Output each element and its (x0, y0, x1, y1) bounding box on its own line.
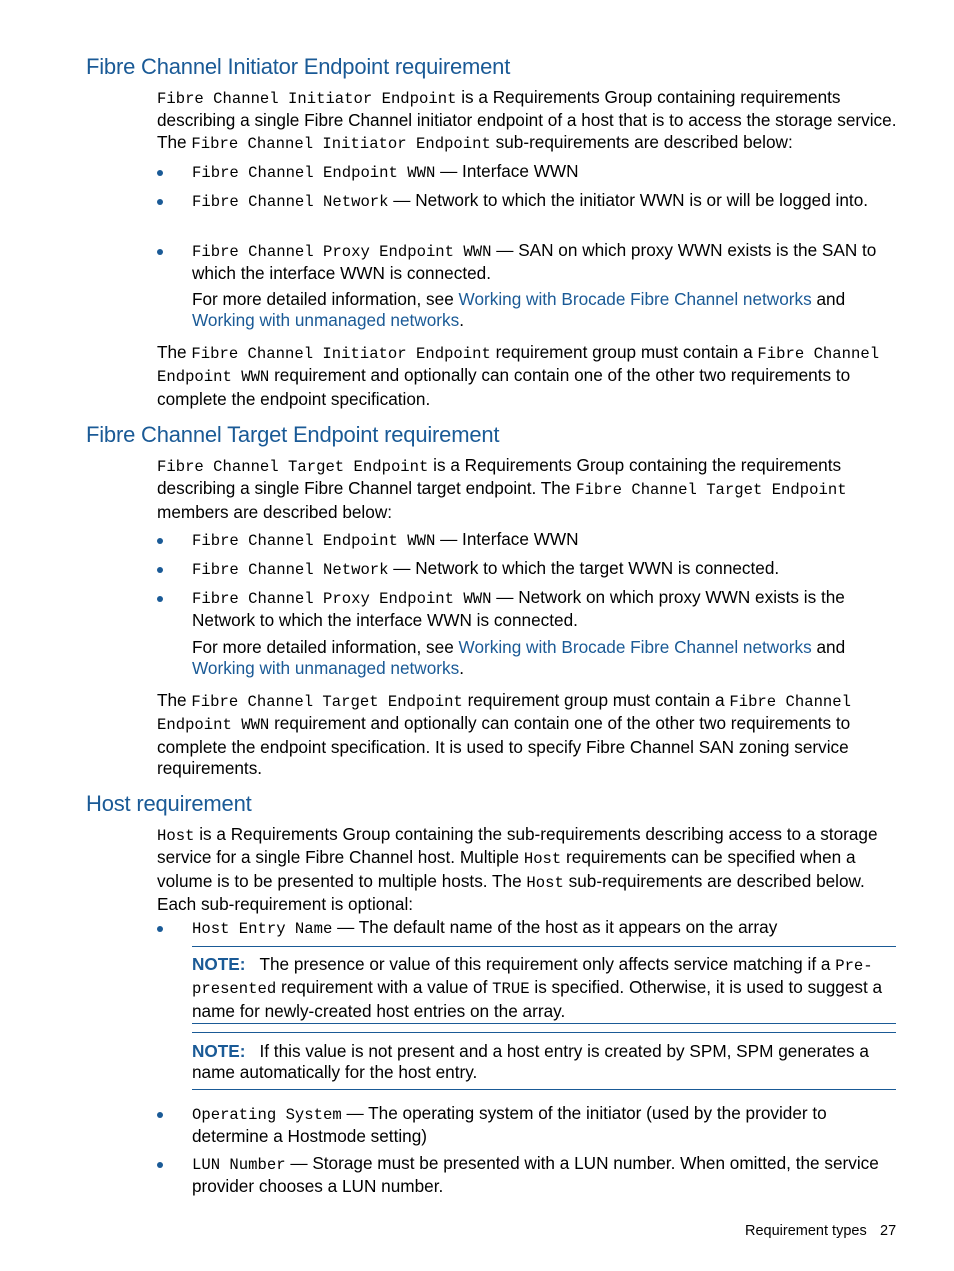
link-brocade-networks[interactable]: Working with Brocade Fibre Channel networks (458, 289, 812, 309)
list-item: Fibre Channel Network — Network to which the target WWN is connected. (192, 558, 780, 579)
initiator-intro-paragraph: Fibre Channel Initiator Endpoint is a Requirements Group containing requirements describing a single Fibre Channel initiator endpoint of a host that is to access the storage service. The Fibre Channel Initiator Endpoint sub-requirements are described below: (157, 87, 897, 153)
section-heading-target: Fibre Channel Target Endpoint requirement (86, 422, 500, 447)
link-unmanaged-networks[interactable]: Working with unmanaged networks (192, 310, 460, 331)
target-closing-paragraph: The Fibre Channel Target Endpoint requirement group must contain a Fibre Channel Endpoint WWN requirement and optionally can contain one of the other two requirements to complete the endpoint specification. It is used to specify Fibre Channel SAN zoning service requirements. (157, 690, 852, 779)
list-item: Host Entry Name — The default name of the host as it appears on the array (192, 917, 778, 938)
more-info-paragraph: For more detailed information, see Working with Brocade Fibre Channel networks and Working with unmanaged networks. (192, 289, 846, 331)
link-brocade-networks[interactable]: Working with Brocade Fibre Channel networks (458, 637, 812, 657)
list-item: Fibre Channel Proxy Endpoint WWN — SAN on which proxy WWN exists is the SAN to which the interface WWN is connected. (192, 240, 877, 284)
page-number: 27 (880, 1223, 897, 1239)
note-box: NOTE: If this value is not present and a host entry is created by SPM, SPM generates a name automatically for the host entry. (192, 1032, 896, 1090)
target-intro-paragraph: Fibre Channel Target Endpoint is a Requirements Group containing the requirements describing a single Fibre Channel target endpoint. The Fibre Channel Target Endpoint members are described below: (157, 455, 847, 522)
note-label: NOTE: (192, 1041, 246, 1061)
more-info-paragraph: For more detailed information, see Working with Brocade Fibre Channel networks and Working with unmanaged networks. (192, 637, 846, 679)
bullet-marker (157, 533, 167, 543)
bullet-marker (157, 194, 167, 204)
list-item: LUN Number — Storage must be presented with a LUN number. When omitted, the service provider chooses a LUN number. (192, 1153, 879, 1197)
bullet-marker (157, 591, 167, 601)
list-item: Fibre Channel Proxy Endpoint WWN — Network on which proxy WWN exists is the Network to which the interface WWN is connected. (192, 587, 845, 631)
host-intro-paragraph: Host is a Requirements Group containing the sub-requirements describing access to a storage service for a single Fibre Channel host. Multiple Host requirements can be specified when a volume is to be presented to multiple hosts. The Host sub-requirements are described below. Each sub-requirement is optional: (157, 824, 878, 915)
list-item: Fibre Channel Endpoint WWN — Interface WWN (192, 161, 579, 182)
bullet-marker (157, 165, 167, 175)
link-unmanaged-networks[interactable]: Working with unmanaged networks (192, 658, 460, 679)
bullet-marker (157, 1157, 167, 1167)
list-item: Operating System — The operating system of the initiator (used by the provider to determine a Hostmode setting) (192, 1103, 827, 1147)
bullet-marker (157, 921, 167, 931)
list-item: Fibre Channel Network — Network to which the initiator WWN is or will be logged into. (192, 190, 869, 211)
note-box: NOTE: The presence or value of this requirement only affects service matching if a Pre-presented requirement with a value of TRUE is specified. Otherwise, it is used to suggest a name for newly-created host entries on the array. (192, 946, 896, 1024)
section-heading-initiator: Fibre Channel Initiator Endpoint requirement (86, 54, 511, 79)
note-label: NOTE: (192, 954, 246, 974)
section-heading-host: Host requirement (86, 791, 252, 816)
list-item: Fibre Channel Endpoint WWN — Interface WWN (192, 529, 579, 550)
bullet-marker (157, 244, 167, 254)
bullet-marker (157, 1107, 167, 1117)
footer-section-label: Requirement types (745, 1223, 867, 1239)
initiator-closing-paragraph: The Fibre Channel Initiator Endpoint requirement group must contain a Fibre Channel Endpoint WWN requirement and optionally can contain one of the other two requirements to complete the endpoint specification. (157, 342, 880, 409)
bullet-marker (157, 562, 167, 572)
